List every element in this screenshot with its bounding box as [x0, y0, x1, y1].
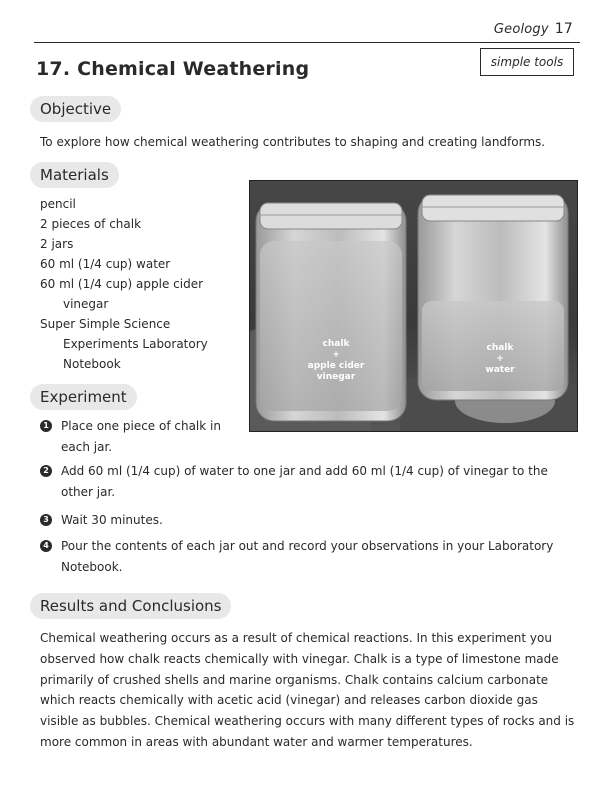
- step-text: Place one piece of chalk in each jar.: [61, 419, 221, 454]
- experiment-photo: [249, 180, 578, 432]
- objective-text: To explore how chemical weathering contributes to shaping and creating landforms.: [40, 135, 546, 149]
- material-item: 60 ml (1/4 cup) water: [40, 257, 171, 271]
- step-number: 2: [40, 465, 52, 477]
- material-item: 2 jars: [40, 237, 74, 251]
- material-item: pencil: [40, 197, 76, 211]
- results-text: Chemical weathering occurs as a result of chemical reactions. In this experiment you observed how chalk reacts chemically with vinegar. Chalk is a type of limestone made primarily of crushed shells and marine organisms. Chalk contains calcium carbonate which reacts chemically with acetic acid (vinegar) and releases carbon dioxide gas visible as bubbles. Chemical weathering occurs with many different types of rocks and is more common in areas with abundant water and warmer temperatures.: [40, 631, 575, 749]
- experiment-heading: Experiment: [30, 384, 137, 410]
- step-text: Wait 30 minutes.: [61, 513, 163, 527]
- objective-heading: Objective: [30, 96, 121, 122]
- materials-list: [40, 194, 240, 374]
- header-rule: [34, 42, 580, 43]
- step-text: Pour the contents of each jar out and record your observations in your Laboratory Notebook.: [61, 539, 554, 574]
- page-title: 17. Chemical Weathering: [36, 58, 310, 80]
- step-number: 1: [40, 420, 52, 432]
- running-header: [494, 21, 573, 37]
- jars-illustration: [250, 181, 578, 432]
- material-item: Super Simple Science Experiments Laboratory Notebook: [40, 317, 208, 371]
- material-item: 60 ml (1/4 cup) apple cider vinegar: [40, 277, 204, 311]
- left-jar-label: chalk + apple cider vinegar: [307, 339, 365, 382]
- results-heading: Results and Conclusions: [30, 593, 231, 619]
- materials-heading: Materials: [30, 162, 119, 188]
- material-item: 2 pieces of chalk: [40, 217, 142, 231]
- right-jar-label: chalk + water: [485, 343, 515, 375]
- page-number: 17: [554, 21, 573, 37]
- step-number: 4: [40, 540, 52, 552]
- simple-tools-badge: simple tools: [480, 48, 574, 76]
- header-section: Geology: [493, 22, 549, 37]
- step-text: Add 60 ml (1/4 cup) of water to one jar and add 60 ml (1/4 cup) of vinegar to the other jar.: [61, 464, 548, 499]
- step-number: 3: [40, 514, 52, 526]
